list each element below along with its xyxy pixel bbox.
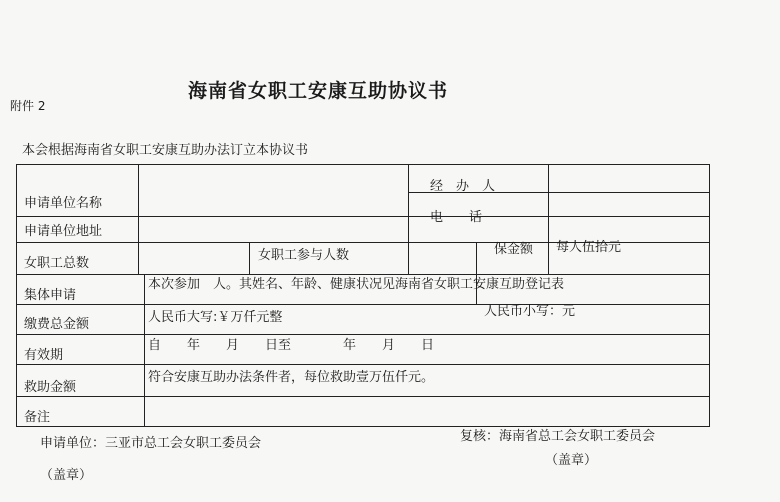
review-signature: 复核：海南省总工会女职工委员会 [460, 429, 656, 444]
row-divider [16, 304, 710, 305]
female-participants-label: 女职工参与人数 [258, 248, 350, 263]
review-seal: （盖章） [545, 453, 598, 468]
aid-amount-text: 符合安康互助办法条件者，每位救助壹万伍仟元。 [148, 370, 435, 385]
validity-text: 自 年 月 日至 年 月 日 [148, 338, 435, 353]
remarks-label: 备注 [24, 410, 51, 425]
aid-amount-label: 救助金额 [24, 380, 77, 395]
table-border-right [709, 164, 710, 426]
column-divider [548, 242, 549, 274]
row-divider [16, 396, 710, 397]
label-column-divider [138, 164, 139, 274]
validity-label: 有效期 [24, 348, 64, 363]
label-column-divider [144, 274, 145, 426]
rmb-uppercase: 人民币大写:￥万仟元整 [148, 310, 283, 325]
applicant-unit-address-label: 申请单位地址 [24, 224, 103, 239]
premium-amount-value: 每人伍拾元 [556, 240, 622, 255]
column-divider [408, 164, 409, 274]
column-divider [249, 242, 250, 274]
rmb-lowercase: 人民币小写：元 [484, 304, 576, 319]
collective-apply-text: 本次参加 人。其姓名、年龄、健康状况见海南省女职工安康互助登记表 [148, 277, 565, 292]
intro-text: 本会根据海南省女职工安康互助办法订立本协议书 [22, 143, 309, 158]
row-divider [16, 216, 710, 217]
total-fee-label: 缴费总金额 [24, 317, 90, 332]
row-divider [16, 274, 710, 275]
attachment-label: 附件 2 [10, 99, 46, 113]
column-divider [548, 164, 549, 242]
row-divider [16, 364, 710, 365]
handler-label: 经 办 人 [430, 179, 496, 194]
table-border-left [16, 164, 17, 426]
row-divider [16, 334, 710, 335]
document-title: 海南省女职工安康互助协议书 [188, 80, 449, 102]
applicant-unit-name-label: 申请单位名称 [24, 196, 103, 211]
premium-amount-label: 保金额 [494, 242, 534, 257]
agreement-table [16, 164, 710, 426]
phone-label: 电 话 [430, 210, 483, 225]
applicant-seal: （盖章） [40, 468, 93, 483]
collective-apply-label: 集体申请 [24, 288, 77, 303]
column-divider [476, 242, 477, 304]
applicant-unit-signature: 申请单位：三亚市总工会女职工委员会 [40, 436, 262, 451]
female-worker-total-label: 女职工总数 [24, 256, 90, 271]
table-border-top [16, 164, 710, 165]
